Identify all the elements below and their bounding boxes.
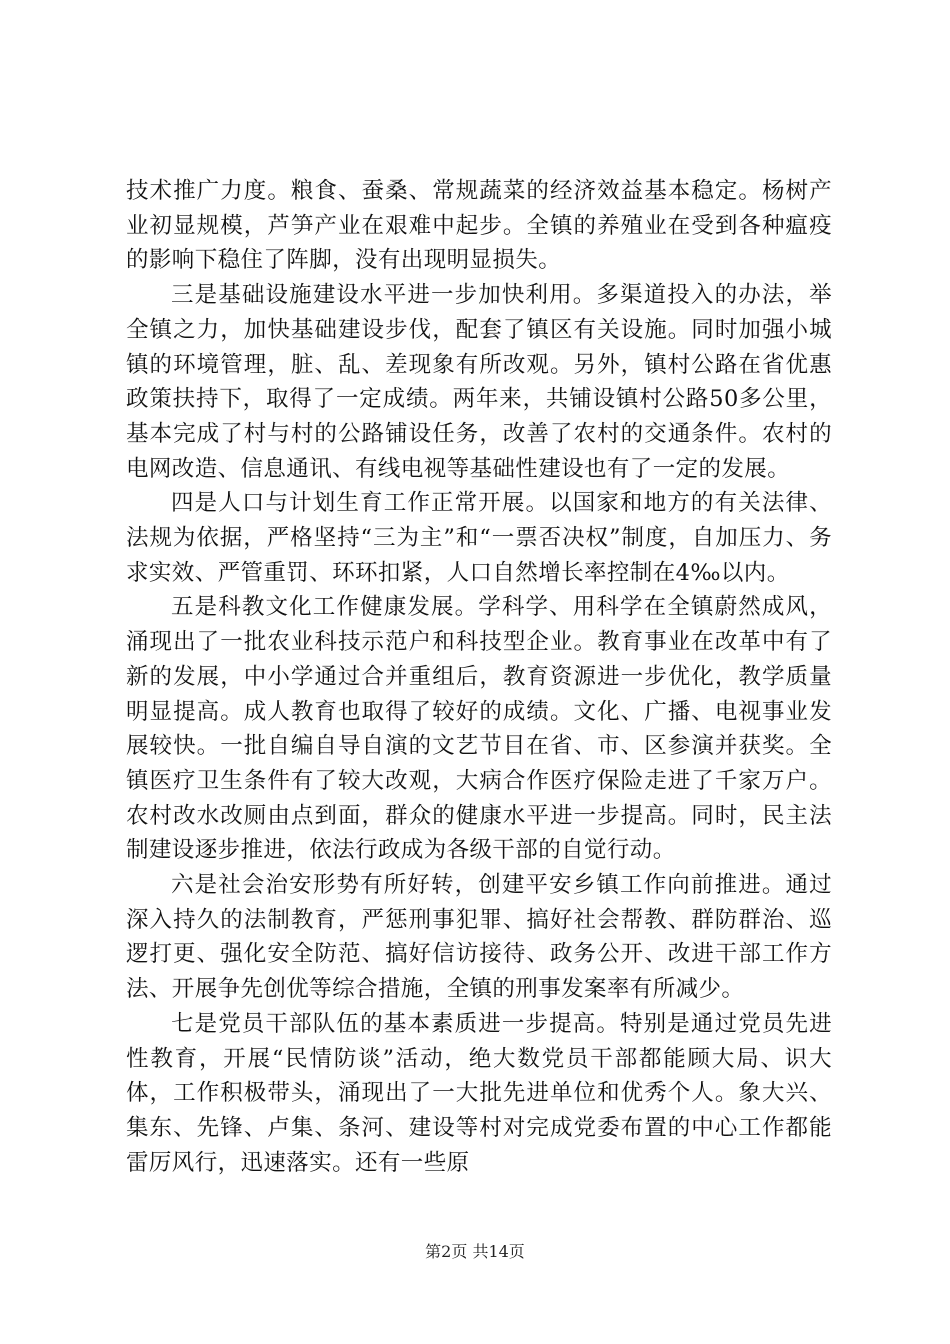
paragraph-4: 五是科教文化工作健康发展。学科学、用科学在全镇蔚然成风，涌现出了一批农业科技示范户和科技型企业。教育事业在改革中有了新的发展，中小学通过合并重组后，教育资源进一步优化，教学质量明显提高。成人教育也取得了较好的成绩。文化、广播、电视事业发展较快。一批自编自导自演的文艺节目在省、市、区参演并获奖。全镇医疗卫生条件有了较大改观，大病合作医疗保险走进了千家万户。农村改水改厕由点到面，群众的健康水平进一步提高。同时，民主法制建设逐步推进，依法行政成为各级干部的自觉行动。 (126, 594, 832, 864)
page-number-footer: 第2页 共14页 (425, 1242, 525, 1261)
paragraph-6: 七是党员干部队伍的基本素质进一步提高。特别是通过党员先进性教育，开展“民情防谈”活动，绝大数党员干部都能顾大局、识大体，工作积极带头，涌现出了一大批先进单位和优秀个人。象大兴、集东、先锋、卢集、条河、建设等村对完成党委布置的中心工作都能雷厉风行，迅速落实。还有一些原 (126, 1010, 832, 1176)
paragraph-2: 三是基础设施建设水平进一步加快利用。多渠道投入的办法，举全镇之力，加快基础建设步伐，配套了镇区有关设施。同时加强小城镇的环境管理，脏、乱、差现象有所改观。另外，镇村公路在省优惠政策扶持下，取得了一定成绩。两年来，共铺设镇村公路50多公里，基本完成了村与村的公路铺设任务，改善了农村的交通条件。农村的电网改造、信息通讯、有线电视等基础性建设也有了一定的发展。 (126, 282, 832, 482)
paragraph-1: 技术推广力度。粮食、蚕桑、常规蔬菜的经济效益基本稳定。杨树产业初显规模，芦笋产业在艰难中起步。全镇的养殖业在受到各种瘟疫的影响下稳住了阵脚，没有出现明显损失。 (126, 178, 832, 274)
paragraph-5: 六是社会治安形势有所好转，创建平安乡镇工作向前推进。通过深入持久的法制教育，严惩刑事犯罪、搞好社会帮教、群防群治、巡逻打更、强化安全防范、搞好信访接待、政务公开、改进干部工作方法、开展争先创优等综合措施，全镇的刑事发案率有所减少。 (126, 872, 832, 1003)
paragraph-3: 四是人口与计划生育工作正常开展。以国家和地方的有关法律、法规为依据，严格坚持“三为主”和“一票否决权”制度，自加压力、务求实效、严管重罚、环环扣紧，人口自然增长率控制在4‰以内。 (126, 490, 832, 586)
document-body (126, 174, 832, 1180)
